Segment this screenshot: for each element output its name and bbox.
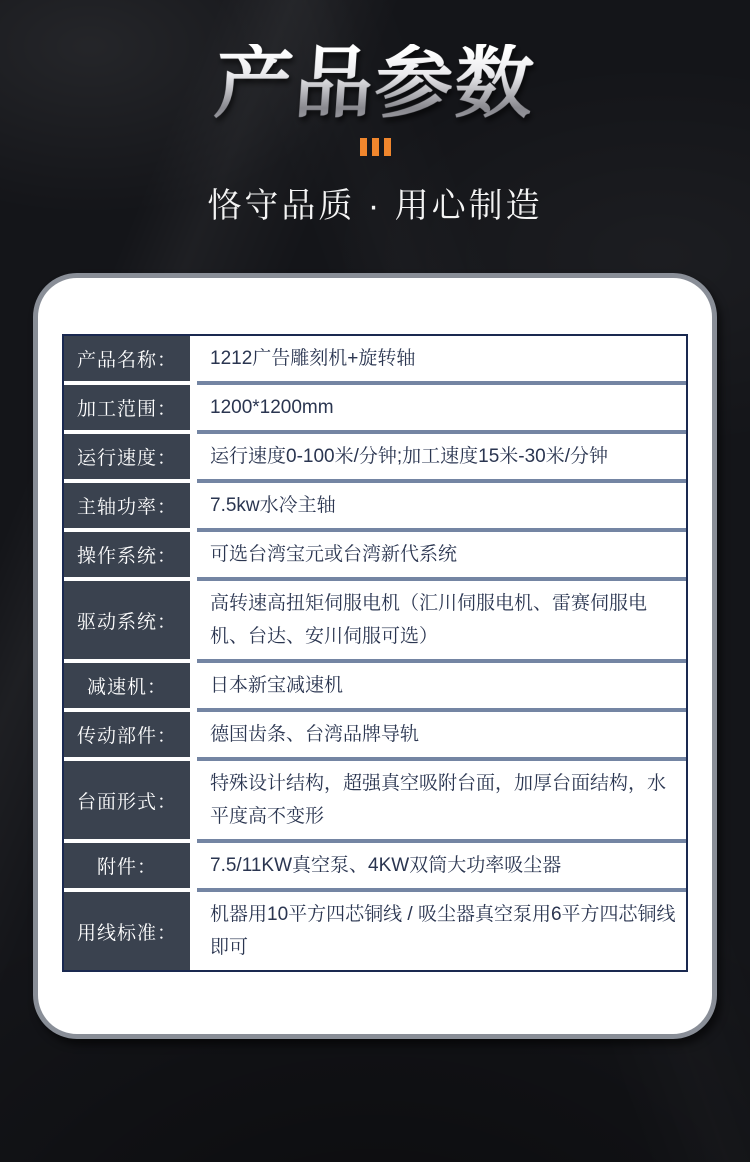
spec-value-text: 7.5kw水冷主轴	[210, 495, 336, 516]
spec-value-text: 7.5/11KW真空泵、4KW双筒大功率吸尘器	[210, 855, 562, 876]
table-row	[64, 843, 686, 892]
spec-value-text: 1212广告雕刻机+旋转轴	[210, 348, 416, 369]
spec-label	[64, 532, 197, 581]
spec-value	[197, 483, 686, 532]
spec-value	[197, 712, 686, 761]
spec-value	[197, 336, 686, 385]
spec-table	[62, 334, 688, 972]
page-subtitle: 恪守品质 · 用心制造	[207, 187, 543, 225]
table-row	[64, 761, 686, 843]
spec-value	[197, 385, 686, 434]
spec-value-text: 高转速高扭矩伺服电机（汇川伺服电机、雷赛伺服电机、台达、安川伺服可选）	[210, 593, 648, 647]
table-row	[64, 434, 686, 483]
table-row	[64, 892, 686, 970]
spec-value	[197, 663, 686, 712]
spec-value	[197, 532, 686, 581]
spec-label	[64, 892, 197, 970]
table-row	[64, 385, 686, 434]
spec-value-text: 可选台湾宝元或台湾新代系统	[210, 544, 458, 565]
spec-value	[197, 761, 686, 843]
spec-value	[197, 843, 686, 892]
spec-card	[33, 273, 717, 1039]
spec-label	[64, 761, 197, 843]
spec-label-text: 附件：	[96, 857, 157, 878]
table-row	[64, 663, 686, 712]
table-row	[64, 581, 686, 663]
spec-value-text: 运行速度0-100米/分钟;加工速度15米-30米/分钟	[210, 446, 609, 467]
spec-label-text: 产品名称：	[76, 350, 177, 371]
hero-section	[0, 0, 750, 227]
spec-value	[197, 892, 686, 970]
spec-label	[64, 712, 197, 761]
orange-bar	[360, 138, 367, 156]
spec-value-text: 德国齿条、台湾品牌导轨	[210, 724, 420, 745]
spec-value-text: 日本新宝减速机	[210, 675, 344, 696]
spec-label-text: 用线标准：	[76, 922, 177, 944]
spec-label	[64, 663, 197, 712]
spec-value	[197, 434, 686, 483]
table-row	[64, 483, 686, 532]
spec-label-text: 传动部件：	[76, 726, 177, 747]
spec-label	[64, 483, 197, 532]
orange-bars-icon	[0, 138, 750, 156]
spec-label-text: 运行速度：	[76, 448, 177, 469]
spec-value	[197, 581, 686, 663]
orange-bar	[372, 138, 379, 156]
spec-label-text: 操作系统：	[76, 546, 177, 567]
spec-label	[64, 843, 197, 892]
spec-value-text: 机器用10平方四芯铜线 / 吸尘器真空泵用6平方四芯铜线即可	[210, 904, 676, 958]
orange-bar	[384, 138, 391, 156]
table-row	[64, 336, 686, 385]
spec-value-text: 特殊设计结构，超强真空吸附台面，加厚台面结构，水平度高不变形	[210, 773, 667, 827]
spec-label	[64, 385, 197, 434]
table-row	[64, 532, 686, 581]
spec-label-text: 驱动系统：	[76, 611, 177, 633]
spec-label	[64, 581, 197, 663]
table-row	[64, 712, 686, 761]
spec-label-text: 加工范围：	[76, 399, 177, 420]
spec-label-text: 主轴功率：	[76, 497, 177, 518]
spec-label-text: 台面形式：	[76, 791, 177, 813]
spec-label	[64, 336, 197, 385]
page-title: 产品参数	[211, 39, 539, 127]
spec-label-text: 减速机：	[86, 677, 167, 698]
spec-value-text: 1200*1200mm	[210, 397, 334, 418]
spec-label	[64, 434, 197, 483]
